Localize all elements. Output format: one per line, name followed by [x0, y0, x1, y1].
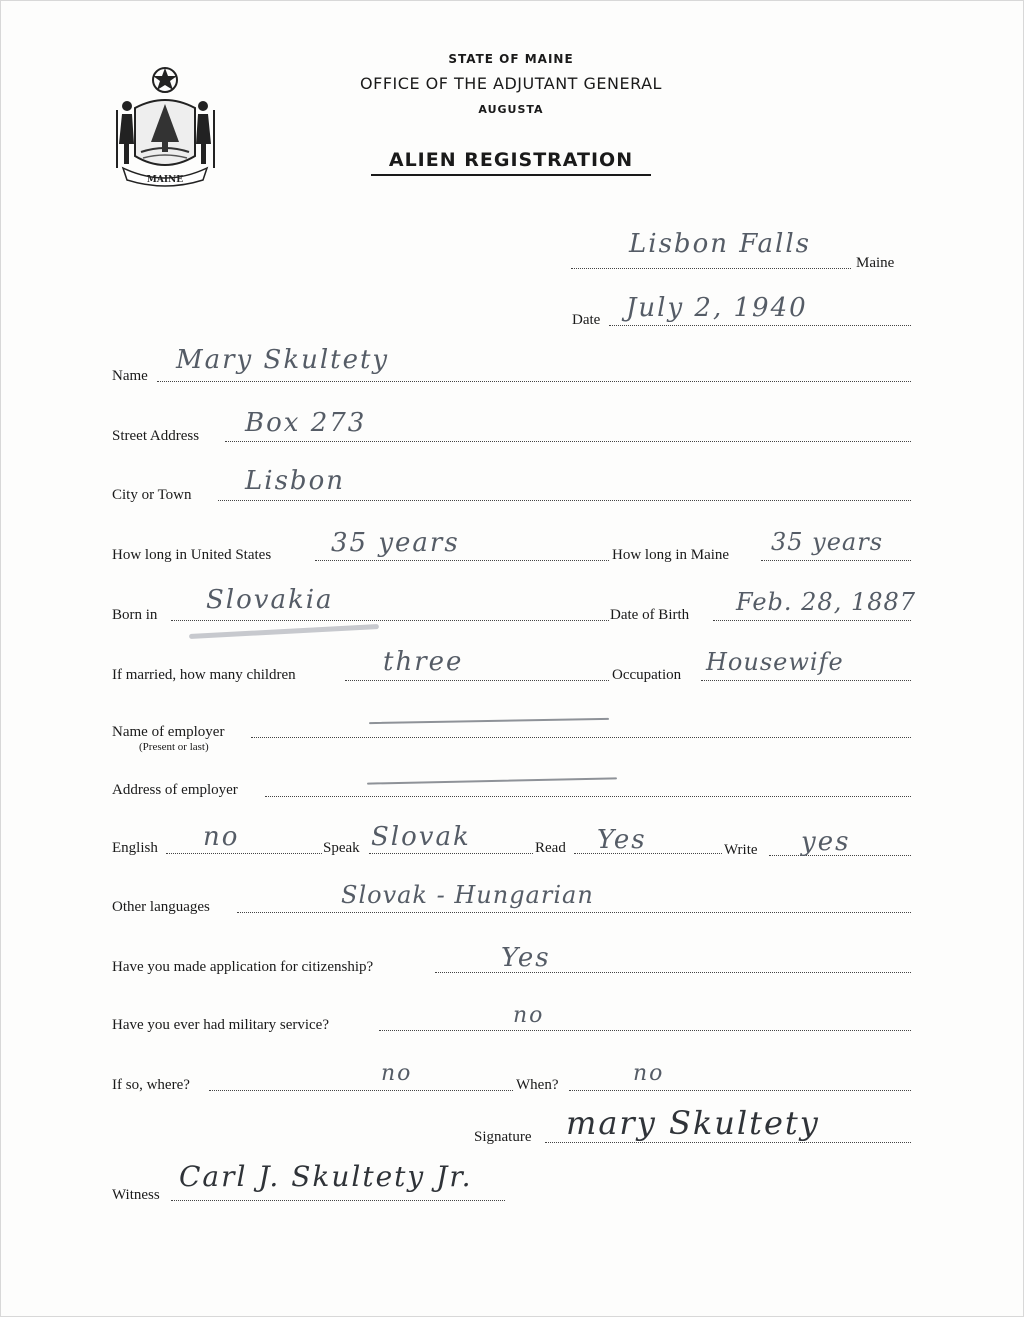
english-label: English — [112, 840, 158, 856]
speak-value: Slovak — [371, 822, 471, 852]
svg-text:MAINE: MAINE — [146, 175, 184, 185]
city-label: City or Town — [112, 487, 192, 503]
witness-label: Witness — [112, 1187, 160, 1203]
citizenship-label: Have you made application for citizenship? — [112, 959, 374, 975]
born-in-value: Slovakia — [206, 585, 334, 615]
how-long-maine-value: 35 years — [771, 528, 884, 556]
header-state: STATE OF MAINE — [448, 52, 574, 66]
when-value: no — [633, 1061, 665, 1086]
city-value: Lisbon — [245, 466, 345, 496]
how-long-us-value: 35 years — [331, 528, 460, 558]
dob-label: Date of Birth — [610, 607, 690, 623]
header-office: OFFICE OF THE ADJUTANT GENERAL — [360, 74, 662, 93]
signature-label: Signature — [474, 1129, 532, 1145]
name-value: Mary Skultety — [176, 345, 390, 375]
employer-address-strike — [367, 777, 617, 784]
street-value: Box 273 — [245, 408, 367, 438]
write-value: yes — [801, 827, 851, 857]
military-value: no — [513, 1003, 545, 1028]
citizenship-value: Yes — [501, 943, 551, 973]
how-long-us-label: How long in United States — [112, 547, 272, 563]
date-value: July 2, 1940 — [626, 293, 808, 323]
when-label: When? — [516, 1077, 559, 1093]
witness-value: Carl J. Skultety Jr. — [179, 1160, 473, 1193]
how-long-maine-label: How long in Maine — [612, 547, 730, 563]
header-city: AUGUSTA — [478, 103, 544, 116]
read-value: Yes — [597, 825, 647, 855]
children-label: If married, how many children — [112, 667, 296, 683]
form-title: ALIEN REGISTRATION — [371, 149, 651, 176]
employer-name-strike — [369, 718, 609, 724]
employer-name-sublabel: (Present or last) — [139, 741, 209, 753]
where-value: no — [381, 1061, 413, 1086]
english-value: no — [203, 822, 240, 852]
children-value: three — [383, 647, 464, 677]
write-label: Write — [724, 842, 758, 858]
name-label: Name — [112, 368, 148, 384]
street-label: Street Address — [112, 428, 200, 444]
place-suffix: Maine — [856, 255, 895, 271]
born-in-label: Born in — [112, 607, 158, 623]
read-label: Read — [535, 840, 566, 856]
other-languages-value: Slovak - Hungarian — [341, 881, 594, 909]
date-label: Date — [572, 312, 601, 328]
dob-value: Feb. 28, 1887 — [736, 588, 917, 616]
signature-value: mary Skultety — [566, 1104, 820, 1142]
occupation-value: Housewife — [706, 648, 844, 676]
place-value: Lisbon Falls — [629, 229, 811, 259]
employer-address-label: Address of employer — [112, 782, 238, 798]
pencil-smudge — [189, 624, 379, 639]
occupation-label: Occupation — [612, 667, 682, 683]
state-seal-icon — [113, 64, 217, 188]
employer-name-label: Name of employer — [112, 724, 225, 740]
where-label: If so, where? — [112, 1077, 190, 1093]
speak-label: Speak — [323, 840, 360, 856]
other-languages-label: Other languages — [112, 899, 210, 915]
military-label: Have you ever had military service? — [112, 1017, 329, 1033]
